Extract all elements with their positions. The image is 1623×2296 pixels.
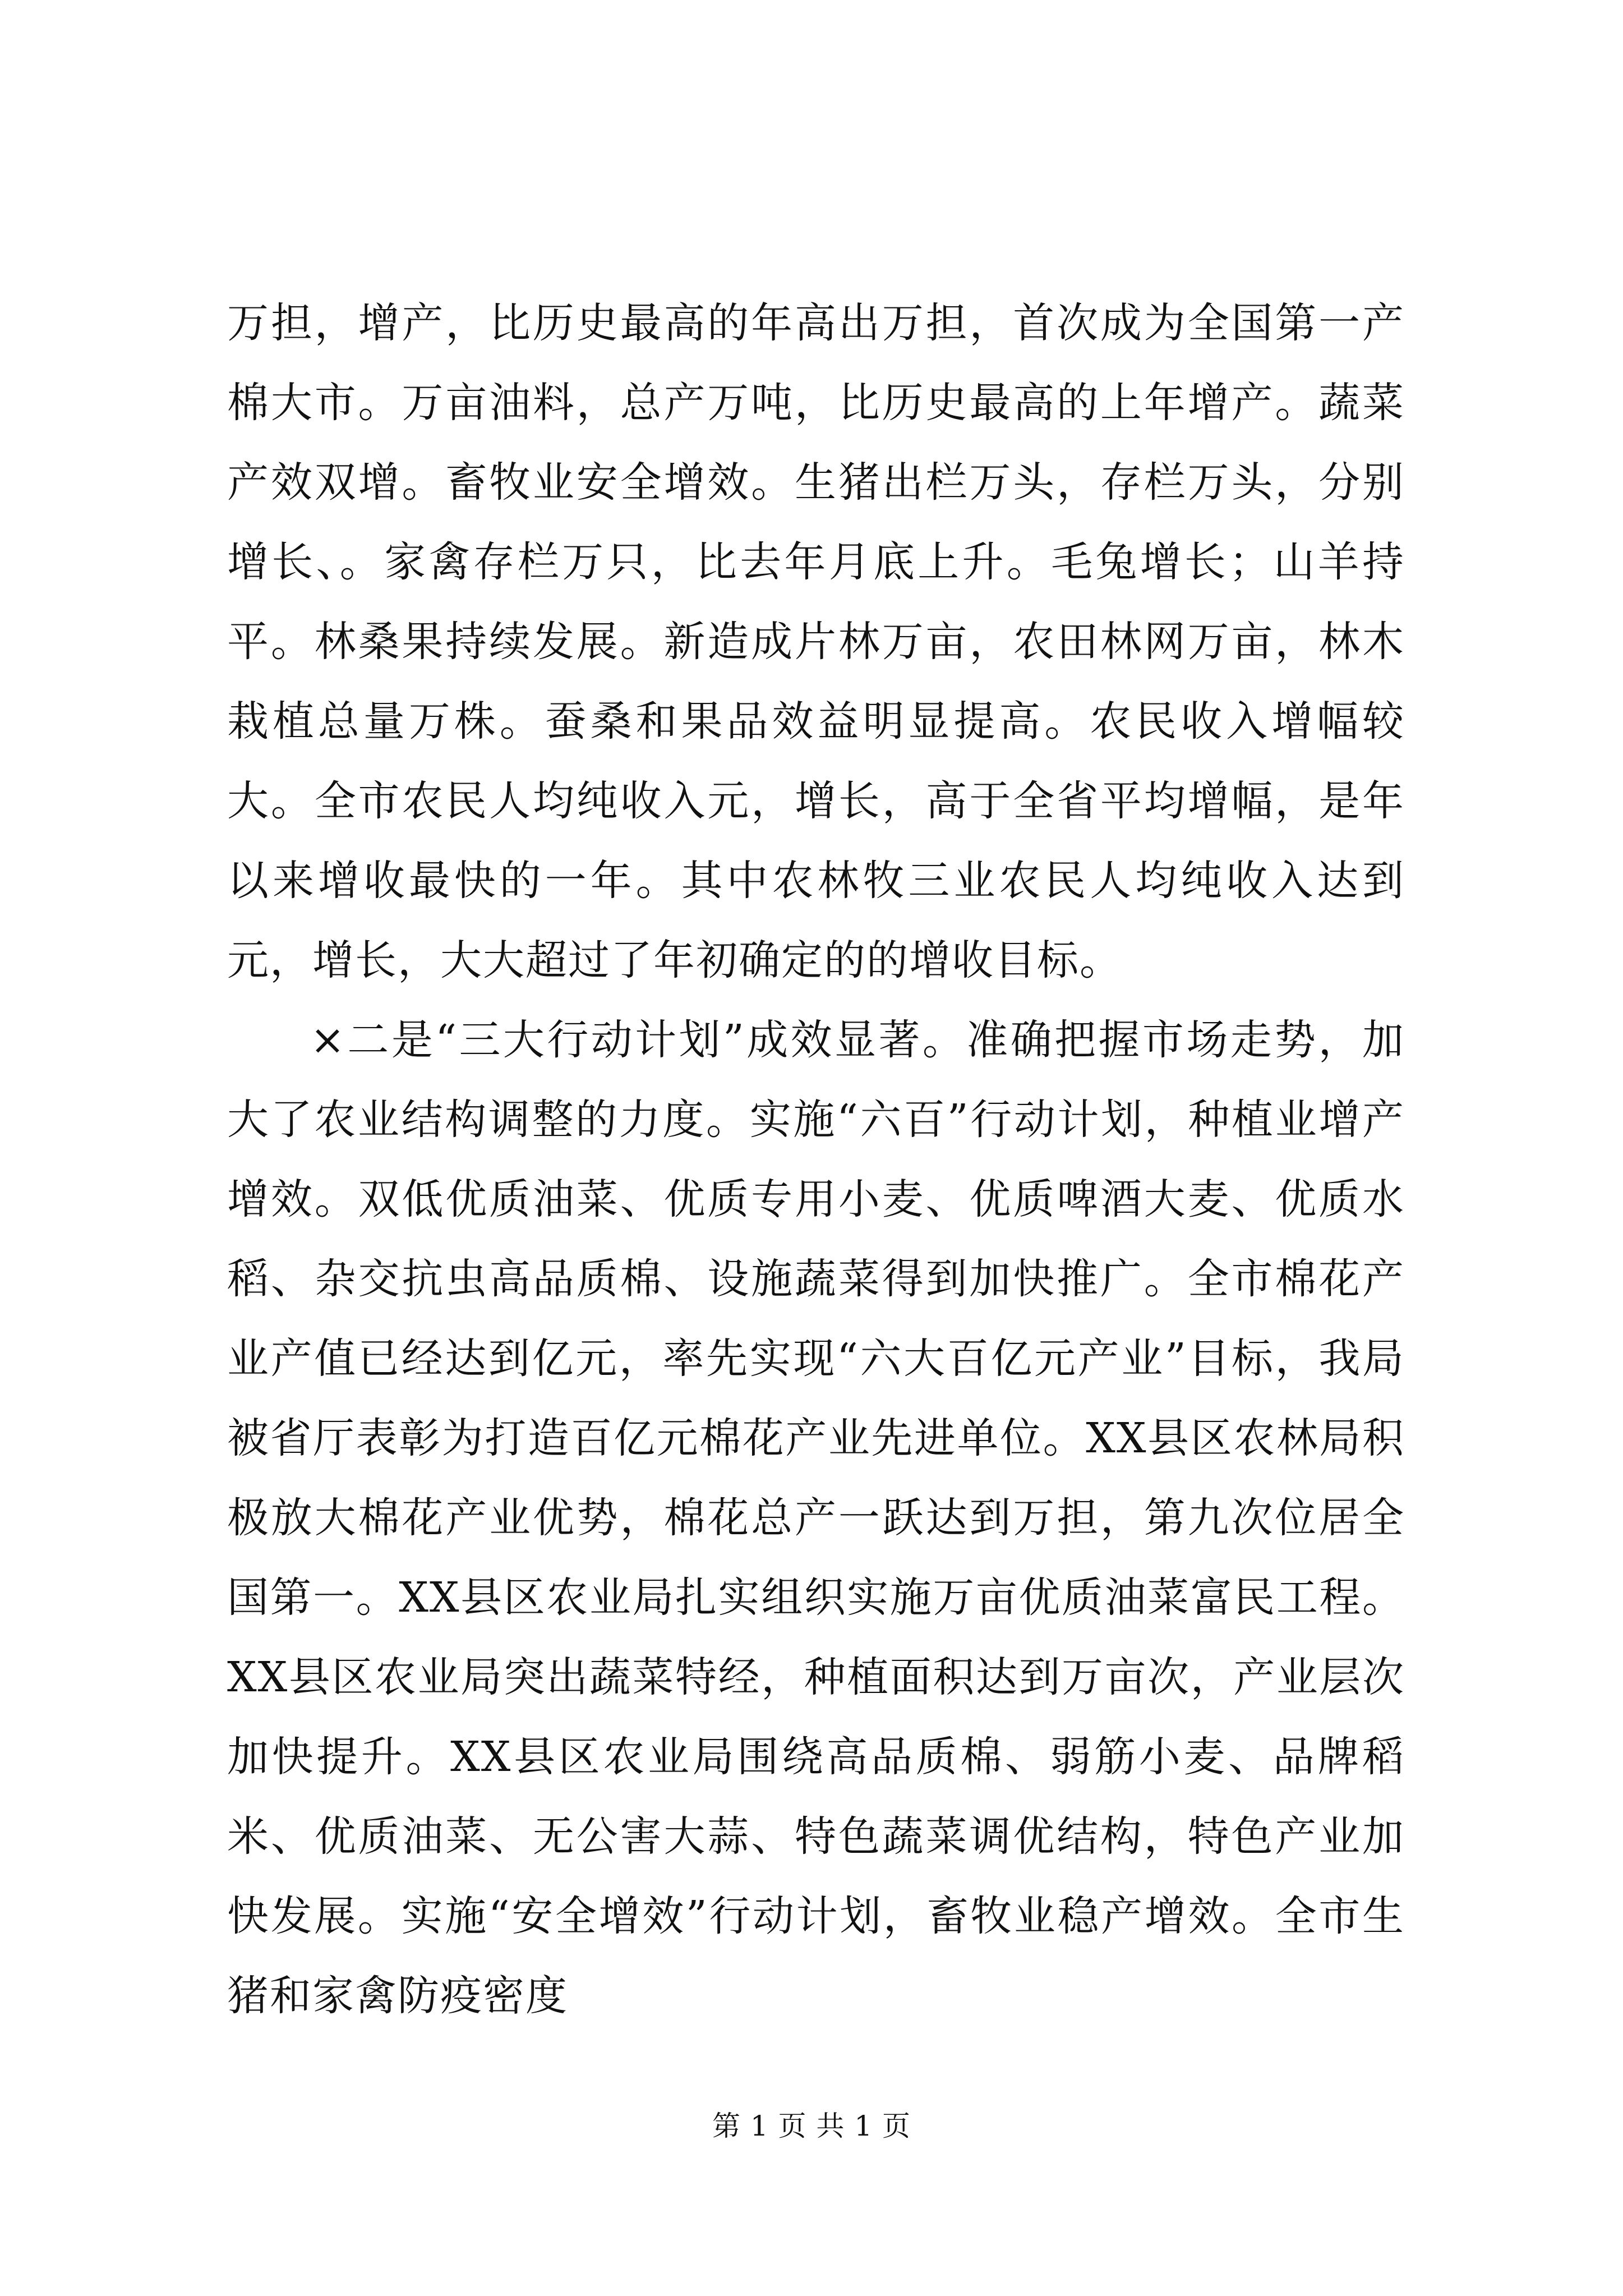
paragraph-1: 万担，增产，比历史最高的年高出万担，首次成为全国第一产棉大市。万亩油料，总产万吨，比历史最高的上年增产。蔬菜产效双增。畜牧业安全增效。生猪出栏万头，存栏万头，分别增长、。家禽存栏万只，比去年月底上升。毛兔增长；山羊持平。林桑果持续发展。新造成片林万亩，农田林网万亩，林木栽植总量万株。蚕桑和果品效益明显提高。农民收入增幅较大。全市农民人均纯收入元，增长，高于全省平均增幅，是年以来增收最快的一年。其中农林牧三业农民人均纯收入达到元，增长，大大超过了年初确定的的增收目标。 — [227, 299, 1405, 984]
document-body — [227, 283, 1405, 2036]
page-number-label: 第 1 页 共 1 页 — [712, 2110, 911, 2142]
paragraph-2: ×二是“三大行动计划”成效显著。准确把握市场走势，加大了农业结构调整的力度。实施“六百”行动计划，种植业增产增效。双低优质油菜、优质专用小麦、优质啤酒大麦、优质水稻、杂交抗虫高品质棉、设施蔬菜得到加快推广。全市棉花产业产值已经达到亿元，率先实现“六大百亿元产业”目标，我局被省厅表彰为打造百亿元棉花产业先进单位。XX县区农林局积极放大棉花产业优势，棉花总产一跃达到万担，第九次位居全国第一。XX县区农业局扎实组织实施万亩优质油菜富民工程。XX县区农业局突出蔬菜特经，种植面积达到万亩次，产业层次加快提升。XX县区农业局围绕高品质棉、弱筋小麦、品牌稻米、优质油菜、无公害大蒜、特色蔬菜调优结构，特色产业加快发展。实施“安全增效”行动计划，畜牧业稳产增效。全市生猪和家禽防疫密度 — [227, 1016, 1405, 2020]
page-footer — [0, 2106, 1623, 2146]
